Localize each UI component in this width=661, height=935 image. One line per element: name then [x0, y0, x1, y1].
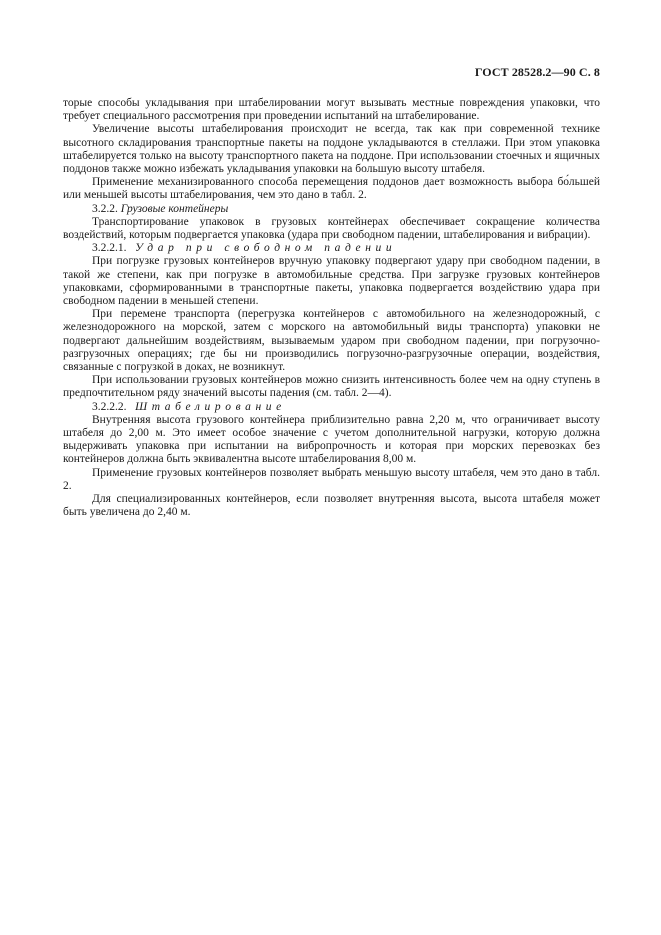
paragraph-lower-stack: Применение грузовых контейнеров позволяет выбрать меньшую высоту штабеля, чем это дано в табл. 2.	[63, 466, 600, 492]
section-heading-3-2-2	[63, 203, 600, 216]
section-heading-3-2-2-2	[63, 401, 600, 414]
section-number: 3.2.2.	[92, 202, 118, 215]
section-title: Грузовые контейнеры	[120, 202, 229, 215]
paragraph-specialized-containers: Для специализированных контейнеров, если позволяет внутренняя высота, высота штабеля может быть увеличена до 2,40 м.	[63, 493, 600, 519]
section-number: 3.2.2.2.	[92, 400, 127, 413]
paragraph-mechanized-handling: Применение механизированного способа перемещения поддонов дает возможность выбора бо́льшей или меньшей высоты штабелирования, чем это дано в табл. 2.	[63, 176, 600, 202]
paragraph-containers-intro: Транспортирование упаковок в грузовых контейнерах обеспечивает сокращение количества воздействий, которым подвергается упаковка (удара при свободном падении, штабелирования и вибрации).	[63, 215, 600, 242]
page-header: ГОСТ 28528.2—90 С. 8	[474, 65, 600, 79]
paragraph-transport-change: При перемене транспорта (перегрузка контейнеров с автомобильного на железнодорожный, с железнодорожного на морской, затем с морского на автомобильный виды транспорта) упаковки не подвергают дальнейшим воздействиям, вызываемым ударом при свободном падении, при погрузочно-разгрузочных операциях; где бы ни производились погрузочно-разгрузочные операции, воздействия, связанные с погрузкой в доках, не возникнут.	[63, 308, 600, 374]
section-heading-3-2-2-1	[63, 242, 600, 255]
document-body	[63, 97, 600, 520]
section-title: Удар при свободном падении	[135, 242, 397, 255]
document-page	[63, 0, 600, 935]
paragraph-intensity-reduction: При использовании грузовых контейнеров можно снизить интенсивность более чем на одну ступень в предпочтительном ряду значений высоты падения (см. табл. 2—4).	[63, 374, 600, 400]
section-number: 3.2.2.1.	[92, 242, 127, 255]
section-title: Штабелирование	[135, 400, 286, 413]
paragraph-internal-height: Внутренняя высота грузового контейнера приблизительно равна 2,20 м, что ограничивает высоту штабеля до 2,00 м. Это имеет особое значение с учетом дополнительной нагрузки, которую должна выдерживать упаковка при испытании на вибропрочность и которая при морских перевозках без контейнеров должна быть эквивалентна высоте штабелирования 8,00 м.	[63, 413, 600, 466]
paragraph-continuation: торые способы укладывания при штабелировании могут вызывать местные повреждения упаковки, что требует специального рассмотрения при проведении испытаний на штабелирование.	[63, 97, 600, 123]
paragraph-manual-loading: При погрузке грузовых контейнеров вручную упаковку подвергают удару при свободном падении, в такой же степени, как при погрузке в автомобильные средства. При загрузке грузовых контейнеров упаковками, сформированными в транспортные пакеты, упаковка подвергается воздействию удара при свободном падении в меньшей степени.	[63, 255, 600, 308]
paragraph-stack-height: Увеличение высоты штабелирования происходит не всегда, так как при современной технике высотного складирования транспортные пакеты на поддоне укладываются в стеллажи. При этом упаковка штабелируется только на высоту транспортного пакета на поддоне. При использовании стоечных и ящичных поддонов также можно избежать укладывания упаковки на большую высоту штабеля.	[63, 123, 600, 176]
